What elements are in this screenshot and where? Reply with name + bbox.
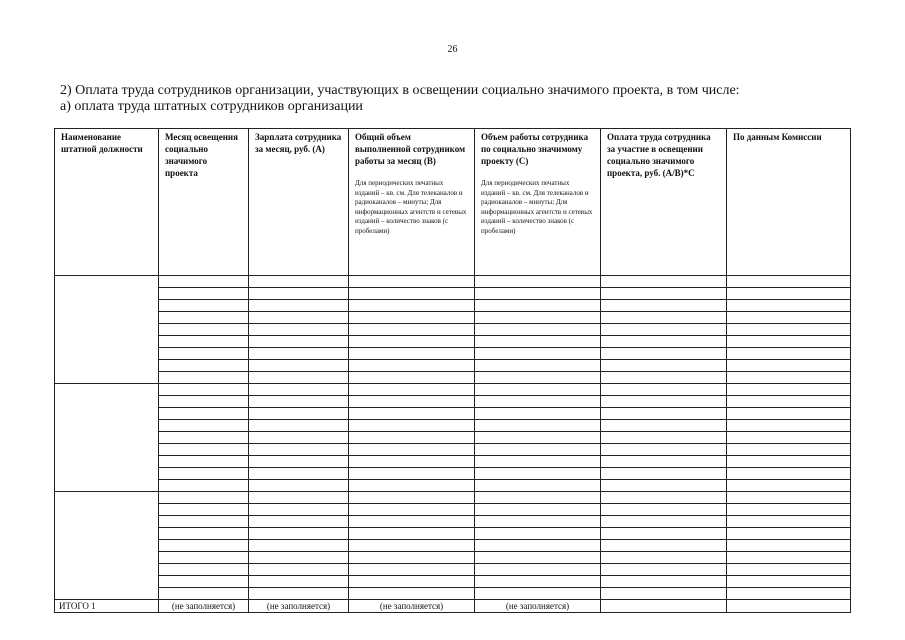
table-cell[interactable] (159, 408, 249, 420)
table-row (55, 492, 851, 504)
table-cell[interactable] (727, 312, 851, 324)
table-cell[interactable] (601, 480, 727, 492)
table-cell[interactable] (349, 492, 475, 504)
table-cell[interactable] (727, 468, 851, 480)
table-row (55, 576, 851, 588)
table-cell[interactable] (601, 552, 727, 564)
table-cell[interactable] (475, 360, 601, 372)
table-cell[interactable] (249, 396, 349, 408)
header-cell (249, 129, 349, 276)
table-cell[interactable] (475, 528, 601, 540)
table-cell[interactable] (727, 384, 851, 396)
table-cell[interactable] (349, 480, 475, 492)
table-cell[interactable] (159, 552, 249, 564)
table-row (55, 528, 851, 540)
table-cell[interactable] (727, 324, 851, 336)
header-title: Месяц освещения социально значимого проекта (165, 132, 238, 178)
table-row (55, 420, 851, 432)
table-cell[interactable] (159, 444, 249, 456)
table-cell[interactable] (475, 372, 601, 384)
table-cell[interactable] (601, 420, 727, 432)
table-cell[interactable] (349, 444, 475, 456)
table-cell[interactable] (349, 456, 475, 468)
table-cell[interactable] (601, 528, 727, 540)
header-title: Наименование штатной должности (61, 132, 143, 154)
position-cell[interactable] (55, 276, 159, 384)
table-row (55, 480, 851, 492)
table-row (55, 324, 851, 336)
table-cell[interactable] (159, 360, 249, 372)
table-cell[interactable] (727, 528, 851, 540)
table-cell[interactable] (159, 336, 249, 348)
table-cell[interactable] (249, 324, 349, 336)
table-cell[interactable] (159, 588, 249, 600)
table-cell[interactable] (475, 552, 601, 564)
table-cell[interactable] (475, 408, 601, 420)
table-cell[interactable] (727, 516, 851, 528)
table-cell[interactable] (727, 336, 851, 348)
table-cell[interactable] (349, 336, 475, 348)
table-cell[interactable] (349, 396, 475, 408)
table-cell[interactable] (601, 588, 727, 600)
table-cell[interactable] (475, 432, 601, 444)
table-cell[interactable] (349, 408, 475, 420)
table-header-row (55, 129, 851, 276)
table-cell[interactable] (159, 516, 249, 528)
table-row (55, 276, 851, 288)
table-row (55, 348, 851, 360)
table-row (55, 588, 851, 600)
position-cell[interactable] (55, 492, 159, 600)
table-row (55, 408, 851, 420)
header-cell (727, 129, 851, 276)
table-cell[interactable] (159, 324, 249, 336)
table-cell[interactable] (249, 540, 349, 552)
table-row (55, 300, 851, 312)
table-cell[interactable] (601, 276, 727, 288)
table-row (55, 468, 851, 480)
table-cell[interactable] (601, 372, 727, 384)
table-cell[interactable] (159, 528, 249, 540)
table-cell[interactable] (249, 432, 349, 444)
total-cell: (не заполняется) (349, 600, 475, 613)
total-cell: (не заполняется) (475, 600, 601, 613)
table-cell[interactable] (475, 480, 601, 492)
table-row (55, 564, 851, 576)
table-cell[interactable] (475, 348, 601, 360)
table-cell[interactable] (159, 276, 249, 288)
table-row (55, 432, 851, 444)
table-cell[interactable] (475, 576, 601, 588)
table-cell[interactable] (727, 420, 851, 432)
table-cell[interactable] (349, 324, 475, 336)
table-cell[interactable] (601, 492, 727, 504)
table-row (55, 336, 851, 348)
table-cell[interactable] (727, 276, 851, 288)
header-title: Оплата труда сотрудника за участие в освещении социально значимого проекта, руб. (А/В)*С (607, 132, 711, 178)
table-cell[interactable] (349, 276, 475, 288)
header-note: Для периодических печатных изданий – кв. см. Для телеканалов и радиоканалов – минуты; Для информационных агентств и сетевых изданий – количество знаков (с пробелами) (355, 179, 467, 235)
table-cell[interactable] (249, 444, 349, 456)
table-cell[interactable] (159, 384, 249, 396)
table-cell[interactable] (249, 564, 349, 576)
table-cell[interactable] (727, 360, 851, 372)
total-cell: ИТОГО 1 (55, 600, 159, 613)
table-cell[interactable] (349, 468, 475, 480)
table-cell[interactable] (727, 372, 851, 384)
table-cell[interactable] (249, 288, 349, 300)
table-cell[interactable] (601, 324, 727, 336)
table-cell[interactable] (601, 540, 727, 552)
table-cell[interactable] (249, 336, 349, 348)
table-cell[interactable] (349, 576, 475, 588)
heading-line-1: 2) Оплата труда сотрудников организации, участвующих в освещении социально значимого проекта, в том числе: (60, 83, 740, 98)
table-cell[interactable] (249, 504, 349, 516)
table-cell[interactable] (475, 420, 601, 432)
table-cell[interactable] (475, 540, 601, 552)
table-cell[interactable] (249, 420, 349, 432)
table-cell[interactable] (601, 468, 727, 480)
section-heading (60, 83, 740, 115)
table-cell[interactable] (475, 492, 601, 504)
header-cell (475, 129, 601, 276)
table-cell[interactable] (727, 492, 851, 504)
table-cell[interactable] (349, 420, 475, 432)
table-cell[interactable] (159, 396, 249, 408)
table-cell[interactable] (159, 372, 249, 384)
table-cell[interactable] (601, 288, 727, 300)
table-row (55, 444, 851, 456)
table-cell[interactable] (249, 300, 349, 312)
table-cell[interactable] (159, 456, 249, 468)
table-cell[interactable] (727, 288, 851, 300)
table-cell[interactable] (249, 372, 349, 384)
table-cell[interactable] (601, 336, 727, 348)
table-cell[interactable] (601, 360, 727, 372)
table-cell[interactable] (727, 480, 851, 492)
header-note: Для периодических печатных изданий – кв. см. Для телеканалов и радиоканалов – минуты; Для информационных агентств и сетевых изданий – количество знаков (с пробелами) (481, 179, 593, 235)
table-cell[interactable] (349, 348, 475, 360)
table-cell[interactable] (159, 300, 249, 312)
table-cell[interactable] (159, 564, 249, 576)
table-cell[interactable] (601, 432, 727, 444)
table-cell[interactable] (475, 516, 601, 528)
table-cell[interactable] (249, 492, 349, 504)
table-cell[interactable] (475, 336, 601, 348)
table-cell[interactable] (475, 324, 601, 336)
table-cell[interactable] (475, 456, 601, 468)
table-cell[interactable] (475, 444, 601, 456)
table-cell[interactable] (475, 384, 601, 396)
table-cell[interactable] (475, 312, 601, 324)
table-row (55, 516, 851, 528)
table-cell[interactable] (601, 564, 727, 576)
table-cell[interactable] (601, 456, 727, 468)
table-cell[interactable] (349, 588, 475, 600)
table-cell[interactable] (159, 480, 249, 492)
total-cell: (не заполняется) (249, 600, 349, 613)
table-cell[interactable] (727, 444, 851, 456)
header-title: Общий объем выполненной сотрудником работы за месяц (В) (355, 132, 466, 166)
header-title: По данным Комиссии (733, 132, 822, 142)
table-cell[interactable] (601, 348, 727, 360)
table-cell[interactable] (249, 276, 349, 288)
table-cell[interactable] (159, 420, 249, 432)
table-row (55, 384, 851, 396)
table-cell[interactable] (159, 432, 249, 444)
table-cell[interactable] (727, 408, 851, 420)
table-cell[interactable] (601, 504, 727, 516)
table-cell[interactable] (159, 468, 249, 480)
table-cell[interactable] (601, 300, 727, 312)
total-cell: (не заполняется) (159, 600, 249, 613)
table-cell[interactable] (349, 300, 475, 312)
table-cell[interactable] (249, 456, 349, 468)
position-cell[interactable] (55, 384, 159, 492)
table-cell[interactable] (475, 564, 601, 576)
table-cell[interactable] (349, 552, 475, 564)
table-cell[interactable] (475, 504, 601, 516)
table-cell[interactable] (727, 432, 851, 444)
table-row (55, 372, 851, 384)
header-cell (159, 129, 249, 276)
table-cell[interactable] (475, 588, 601, 600)
total-row (55, 600, 851, 613)
table-cell[interactable] (349, 516, 475, 528)
table-cell[interactable] (349, 372, 475, 384)
table-cell[interactable] (601, 516, 727, 528)
table-cell[interactable] (249, 348, 349, 360)
table-cell[interactable] (475, 276, 601, 288)
header-cell (601, 129, 727, 276)
table-cell[interactable] (249, 312, 349, 324)
table-cell[interactable] (159, 288, 249, 300)
table-cell[interactable] (159, 576, 249, 588)
table-row (55, 504, 851, 516)
table-cell[interactable] (601, 384, 727, 396)
table-row (55, 360, 851, 372)
table-cell[interactable] (727, 588, 851, 600)
salary-table (54, 128, 851, 613)
table-row (55, 396, 851, 408)
table-cell[interactable] (249, 468, 349, 480)
total-cell (727, 600, 851, 613)
table-cell[interactable] (727, 300, 851, 312)
table-cell[interactable] (601, 312, 727, 324)
table-cell[interactable] (727, 540, 851, 552)
table-cell[interactable] (349, 504, 475, 516)
table-row (55, 312, 851, 324)
table-cell[interactable] (727, 504, 851, 516)
table-row (55, 456, 851, 468)
table-cell[interactable] (601, 444, 727, 456)
table-cell[interactable] (159, 540, 249, 552)
header-title: Зарплата сотрудника за месяц, руб. (А) (255, 132, 342, 154)
table-cell[interactable] (349, 528, 475, 540)
header-cell (55, 129, 159, 276)
table-cell[interactable] (159, 492, 249, 504)
table-cell[interactable] (249, 480, 349, 492)
table-cell[interactable] (249, 408, 349, 420)
table-cell[interactable] (249, 516, 349, 528)
heading-line-2: а) оплата труда штатных сотрудников организации (60, 99, 363, 114)
table-cell[interactable] (159, 312, 249, 324)
table-cell[interactable] (601, 576, 727, 588)
table-cell[interactable] (475, 396, 601, 408)
table-cell[interactable] (475, 300, 601, 312)
table-cell[interactable] (249, 588, 349, 600)
table-cell[interactable] (601, 396, 727, 408)
table-cell[interactable] (249, 552, 349, 564)
table-cell[interactable] (349, 432, 475, 444)
table-cell[interactable] (349, 384, 475, 396)
table-cell[interactable] (349, 312, 475, 324)
table-cell[interactable] (727, 396, 851, 408)
table-cell[interactable] (727, 552, 851, 564)
table-cell[interactable] (475, 468, 601, 480)
table-cell[interactable] (727, 348, 851, 360)
table-cell[interactable] (159, 504, 249, 516)
table-cell[interactable] (727, 456, 851, 468)
table-row (55, 288, 851, 300)
table-cell[interactable] (601, 408, 727, 420)
table-cell[interactable] (349, 540, 475, 552)
table-cell[interactable] (249, 384, 349, 396)
table-cell[interactable] (727, 576, 851, 588)
total-cell (601, 600, 727, 613)
table-body (55, 276, 851, 600)
table-cell[interactable] (349, 564, 475, 576)
table-cell[interactable] (349, 360, 475, 372)
table-cell[interactable] (249, 528, 349, 540)
table-cell[interactable] (727, 564, 851, 576)
table-row (55, 552, 851, 564)
header-title: Объем работы сотрудника по социально значимому проекту (С) (481, 132, 589, 166)
table-cell[interactable] (249, 576, 349, 588)
page-number: 26 (447, 44, 458, 55)
table-row (55, 540, 851, 552)
table-cell[interactable] (249, 360, 349, 372)
table-cell[interactable] (349, 288, 475, 300)
header-cell (349, 129, 475, 276)
table-cell[interactable] (475, 288, 601, 300)
table-cell[interactable] (159, 348, 249, 360)
